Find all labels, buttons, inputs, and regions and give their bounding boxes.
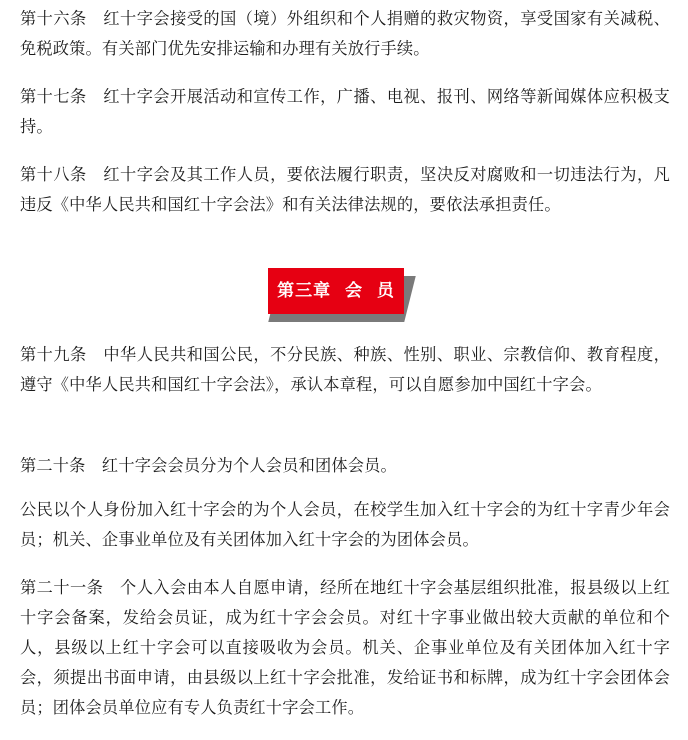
article-16: 第十六条 红十字会接受的国（境）外组织和个人捐赠的救灾物资，享受国家有关减税、免税政策。有关部门优先安排运输和办理有关放行手续。: [20, 9, 670, 58]
chapter-banner: [268, 268, 410, 324]
article-21: 第二十一条 个人入会由本人自愿申请，经所在地红十字会基层组织批准，报县级以上红十字会备案，发给会员证，成为红十字会会员。对红十字事业做出较大贡献的单位和个人，县级以上红十字会可以直接吸收为会员。机关、企事业单位及有关团体加入红十字会，须提出书面申请，由县级以上红十字会批准，发给证书和标牌，成为红十字会团体会员；团体会员单位应有专人负责红十字会工作。: [20, 578, 670, 717]
article-17: 第十七条 红十字会开展活动和宣传工作，广播、电视、报刊、网络等新闻媒体应积极支持。: [20, 87, 670, 136]
chapter-title: 第三章 会 员: [268, 268, 404, 314]
article-18: 第十八条 红十字会及其工作人员，要依法履行职责，坚决反对腐败和一切违法行为，凡违反《中华人民共和国红十字会法》和有关法律法规的，要依法承担责任。: [20, 165, 670, 214]
article-19: 第十九条 中华人民共和国公民，不分民族、种族、性别、职业、宗教信仰、教育程度，遵守《中华人民共和国红十字会法》，承认本章程，可以自愿参加中国红十字会。: [20, 345, 670, 394]
article-20-detail: 公民以个人身份加入红十字会的为个人会员，在校学生加入红十字会的为红十字青少年会员；机关、企事业单位及有关团体加入红十字会的为团体会员。: [20, 500, 670, 549]
article-20: 第二十条 红十字会会员分为个人会员和团体会员。: [20, 456, 397, 475]
